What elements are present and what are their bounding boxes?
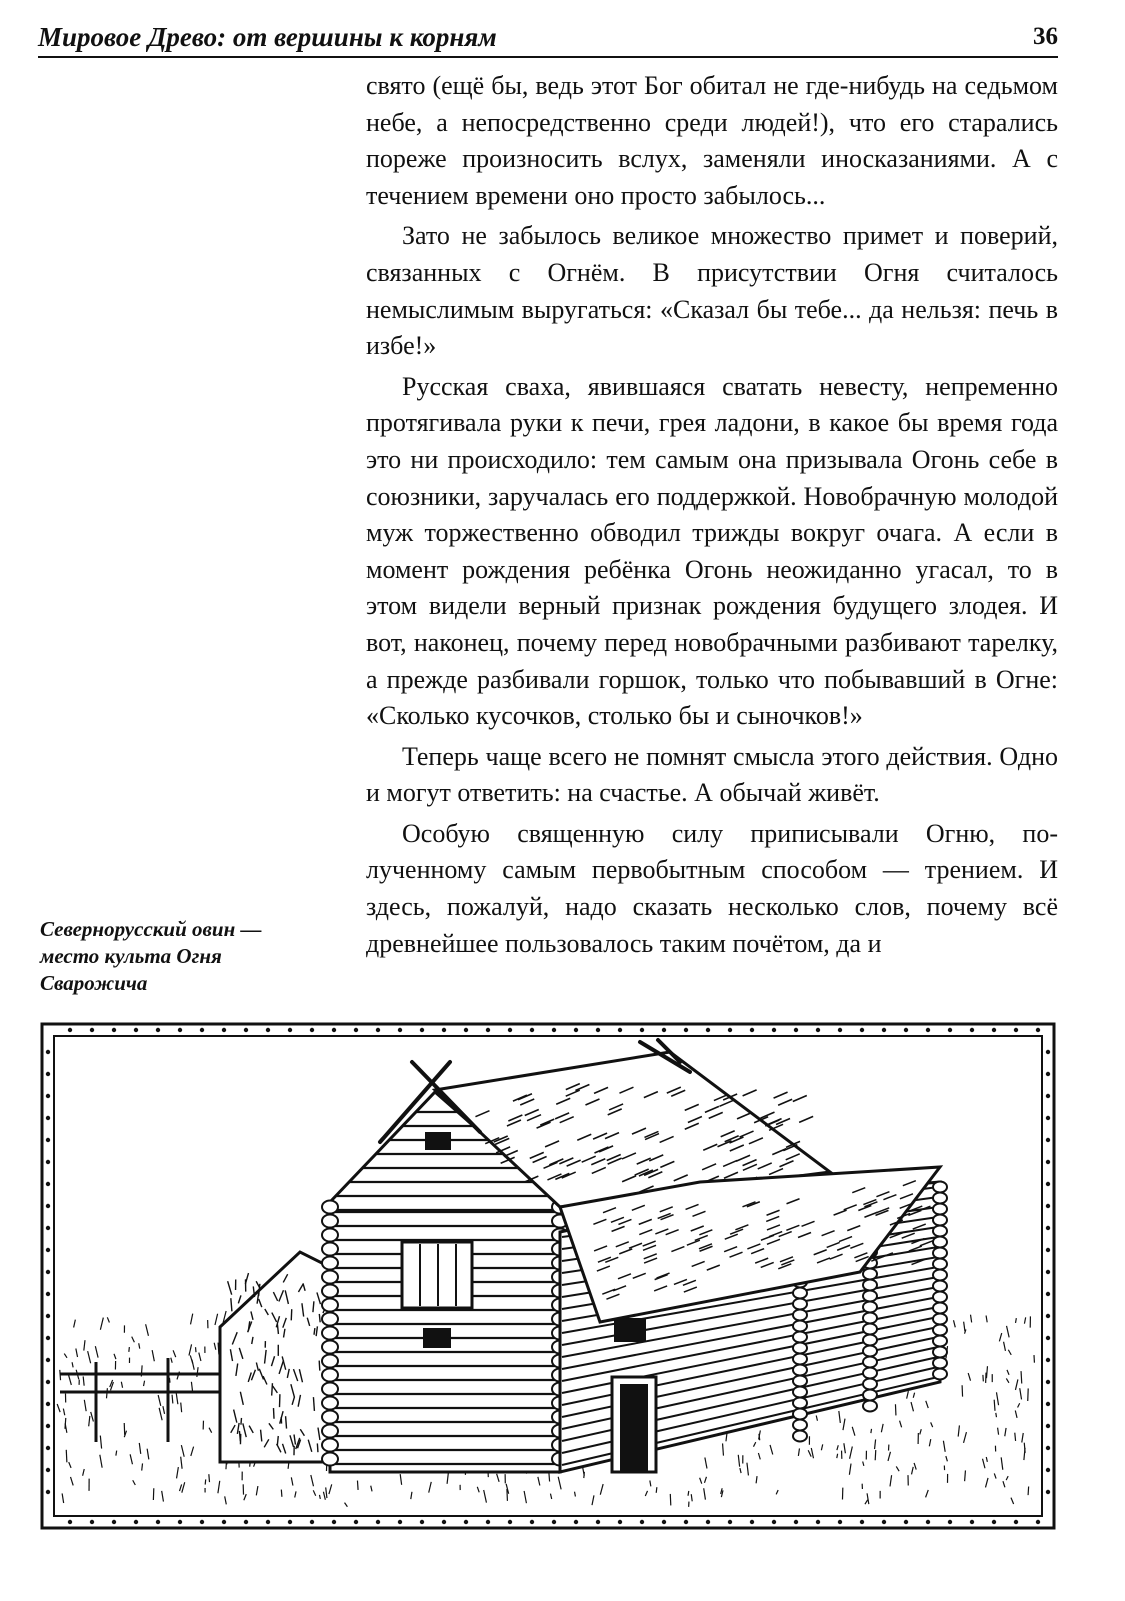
fence [60, 1358, 240, 1442]
paragraph-3: Русская сваха, явившаяся сватать невесту, непременно протягивала руки к печи, грея ладони, в какое бы время года это ни происходило: тем самым она призывала Огонь себе в союзники, заручалась его поддержкой. Новобрачную молодой муж торжественно обводил трижды вокруг очага. А если в момент рождения ребёнка Огонь неожиданно угасал, то в этом видели верный признак рождения будущего злодея. И вот, наконец, почему перед новобрачными разбивают тарелку, а прежде разбивали горшок, только что побывавший в Огне: «Сколько кусочков, столько бы и сыночков!» [366, 371, 1058, 731]
paragraph-5: Особую священную силу приписывали Огню, полученному самым первобытным способом — трением. И здесь, пожалуй, надо сказать несколько слов, почему всё древнейшее пользовалось таким почётом, да и [366, 818, 1058, 958]
figure-caption: Севернорусский овин — место культа Огня Сварожича [40, 917, 262, 995]
paragraph-1: свято (ещё бы, ведь этот Бог обитал не где-нибудь на седьмом небе, а непосредственно среди людей!), что его старались пореже произносить вслух, заменяли иносказаниями. А с течением времени оно просто забылось... [366, 71, 1058, 210]
shutter-window [402, 1242, 472, 1308]
illustration-canvas [40, 1022, 1056, 1530]
barn-illustration [40, 1022, 1056, 1530]
doorway-dark [620, 1384, 648, 1472]
main-text-column [366, 68, 1058, 966]
attic-window [425, 1132, 451, 1150]
side-vent [614, 1318, 646, 1342]
page-number: 36 [1033, 23, 1058, 50]
running-header [38, 16, 1058, 58]
lower-vent [423, 1328, 451, 1348]
paragraph-4: Теперь чаще всего не помнят смысла этого действия. Одно и могут ответить: на счастье. А обычай живёт. [366, 741, 1058, 808]
lean-to-shed [220, 1252, 330, 1462]
running-title: Мировое Древо: от вершины к корням [38, 22, 497, 52]
paragraph-2: Зато не забылось великое множество примет и поверий, связанных с Огнём. В присутствии Огня считалось немыслимым выругаться: «Сказал бы тебе... да нельзя: печь в избе!» [366, 221, 1058, 361]
